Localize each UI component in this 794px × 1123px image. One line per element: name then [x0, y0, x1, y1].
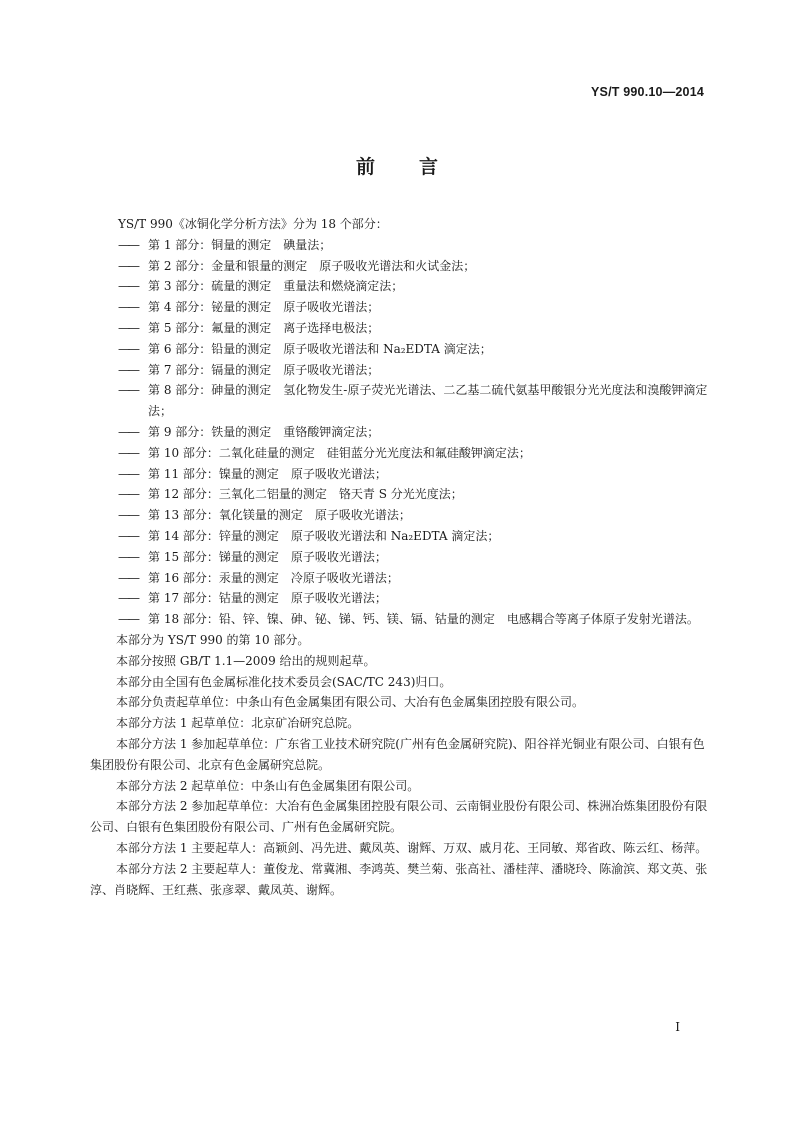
part-text: 第 5 部分：氟量的测定 离子选择电极法； — [148, 320, 380, 335]
part-text: 第 10 部分：二氧化硅量的测定 硅钼蓝分光光度法和氟硅酸钾滴定法； — [148, 445, 531, 460]
paragraph-method1-unit: 本部分方法 1 起草单位：北京矿冶研究总院。 — [116, 716, 360, 731]
page-number: I — [675, 1020, 680, 1034]
em-dash: —— — [118, 320, 138, 335]
part-item-11 — [90, 464, 708, 485]
part-item-9 — [90, 422, 708, 443]
em-dash: —— — [118, 487, 138, 502]
part-text: 第 14 部分：锌量的测定 原子吸收光谱法和 Na₂EDTA 滴定法； — [148, 528, 500, 543]
part-item-12 — [90, 484, 708, 505]
document-body — [90, 214, 708, 900]
part-text: 第 4 部分：铋量的测定 原子吸收光谱法； — [148, 300, 380, 315]
part-text: 第 16 部分：汞量的测定 冷原子吸收光谱法； — [148, 570, 399, 585]
em-dash: —— — [118, 466, 138, 481]
part-text: 第 7 部分：镉量的测定 原子吸收光谱法； — [148, 362, 380, 377]
em-dash: —— — [118, 362, 138, 377]
part-item-8 — [90, 380, 708, 422]
part-text: 第 8 部分：砷量的测定 氢化物发生-原子荧光光谱法、二乙基二硫代氨基甲酸银分光光度法和溴酸钾滴定法； — [148, 383, 708, 419]
paragraph-drafting-rules: 本部分按照 GB/T 1.1—2009 给出的规则起草。 — [116, 653, 376, 668]
part-item-18 — [90, 609, 708, 630]
em-dash: —— — [118, 528, 138, 543]
part-text: 第 17 部分：钴量的测定 原子吸收光谱法； — [148, 591, 387, 606]
em-dash: —— — [118, 300, 138, 315]
part-text: 第 12 部分：三氧化二铝量的测定 铬天青 S 分光光度法； — [148, 487, 463, 502]
part-text: 第 3 部分：硫量的测定 重量法和燃烧滴定法； — [148, 279, 404, 294]
part-item-14 — [90, 526, 708, 547]
em-dash: —— — [118, 341, 138, 356]
part-item-13 — [90, 505, 708, 526]
part-text: 第 18 部分：铅、锌、镍、砷、铋、锑、钙、镁、镉、钴量的测定 电感耦合等离子体原子发射光谱法。 — [148, 612, 699, 627]
paragraph-responsible-units: 本部分负责起草单位：中条山有色金属集团有限公司、大冶有色金属集团控股有限公司。 — [116, 695, 585, 710]
em-dash: —— — [118, 279, 138, 294]
part-item-10 — [90, 443, 708, 464]
em-dash: —— — [118, 237, 138, 252]
em-dash: —— — [118, 424, 138, 439]
em-dash: —— — [118, 258, 138, 273]
paragraph-committee: 本部分由全国有色金属标准化技术委员会(SAC/TC 243)归口。 — [116, 674, 452, 689]
part-text: 第 1 部分：铜量的测定 碘量法； — [148, 237, 332, 252]
em-dash: —— — [118, 612, 138, 627]
paragraph-method2-participants: 本部分方法 2 参加起草单位：大冶有色金属集团控股有限公司、云南铜业股份有限公司、株洲冶炼集团股份有限公司、白银有色集团股份有限公司、广州有色金属研究院。 — [90, 799, 708, 835]
paragraph-method2-unit: 本部分方法 2 起草单位：中条山有色金属集团有限公司。 — [116, 778, 420, 793]
part-text: 第 15 部分：锑量的测定 原子吸收光谱法； — [148, 549, 387, 564]
intro-line: YS/T 990《冰铜化学分析方法》分为 18 个部分： — [118, 217, 388, 231]
em-dash: —— — [118, 383, 138, 398]
part-item-15 — [90, 547, 708, 568]
paragraph-method1-participants: 本部分方法 1 参加起草单位：广东省工业技术研究院(广州有色金属研究院)、阳谷祥光铜业有限公司、白银有色集团股份有限公司、北京有色金属研究总院。 — [90, 736, 705, 772]
paragraph-method2-drafters: 本部分方法 2 主要起草人：董俊龙、常冀湘、李鸿英、樊兰菊、张高社、潘桂萍、潘晓玲、陈渝滨、郑文英、张淳、肖晓辉、王红燕、张彦翠、戴凤英、谢辉。 — [90, 861, 708, 897]
part-item-3 — [90, 276, 708, 297]
part-text: 第 9 部分：铁量的测定 重铬酸钾滴定法； — [148, 424, 380, 439]
em-dash: —— — [118, 508, 138, 523]
em-dash: —— — [118, 570, 138, 585]
em-dash: —— — [118, 549, 138, 564]
part-text: 第 13 部分：氧化镁量的测定 原子吸收光谱法； — [148, 508, 411, 523]
part-item-7 — [90, 360, 708, 381]
part-text: 第 11 部分：镍量的测定 原子吸收光谱法； — [148, 466, 387, 481]
part-item-5 — [90, 318, 708, 339]
standard-code: YS/T 990.10—2014 — [591, 85, 704, 99]
part-item-1 — [90, 235, 708, 256]
em-dash: —— — [118, 591, 138, 606]
paragraph-part-number: 本部分为 YS/T 990 的第 10 部分。 — [116, 632, 310, 647]
paragraph-method1-drafters: 本部分方法 1 主要起草人：高颖剑、冯先进、戴凤英、谢辉、万双、戚月花、王同敏、郑省政、陈云红、杨萍。 — [116, 840, 708, 855]
part-item-2 — [90, 256, 708, 277]
part-item-4 — [90, 297, 708, 318]
em-dash: —— — [118, 445, 138, 460]
page-title: 前言 — [355, 156, 482, 178]
part-text: 第 2 部分：金量和银量的测定 原子吸收光谱法和火试金法； — [148, 258, 476, 273]
part-item-6 — [90, 339, 708, 360]
part-item-17 — [90, 588, 708, 609]
part-item-16 — [90, 568, 708, 589]
part-text: 第 6 部分：铅量的测定 原子吸收光谱法和 Na₂EDTA 滴定法； — [148, 341, 492, 356]
